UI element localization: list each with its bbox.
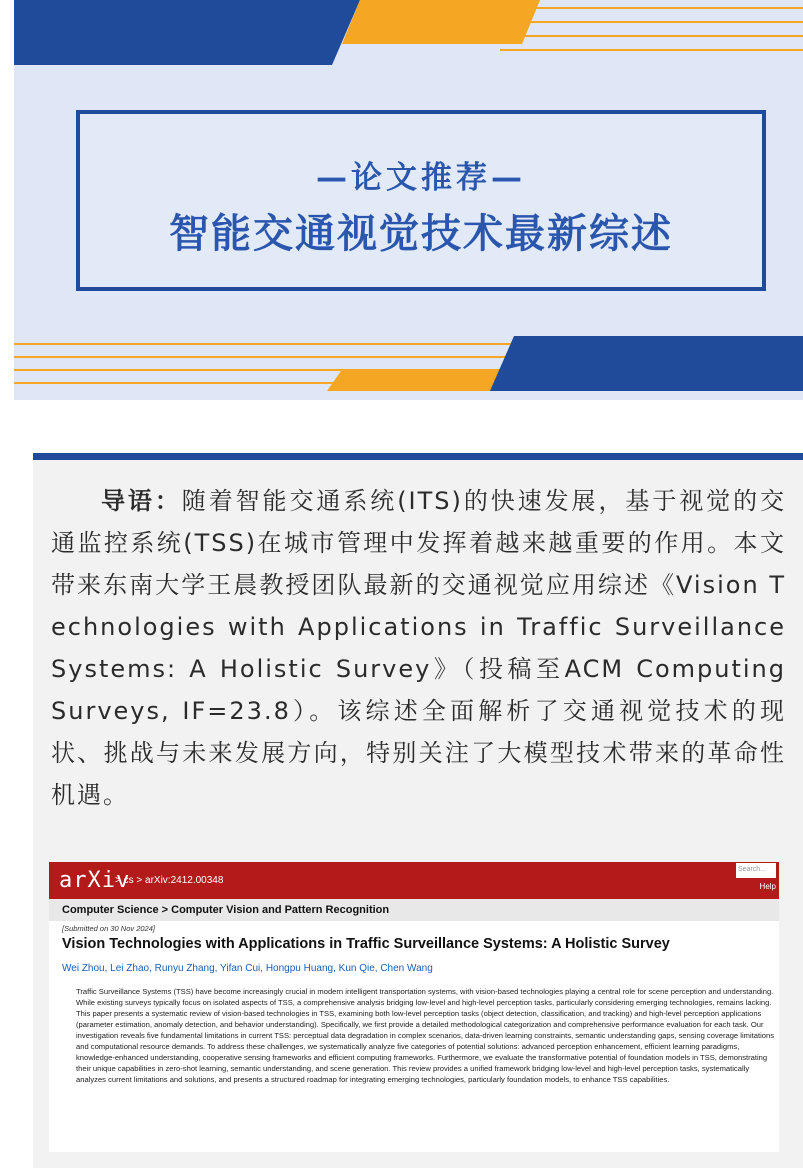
arxiv-header-bar — [49, 862, 779, 899]
title-frame — [76, 110, 766, 291]
help-link[interactable]: Help — [759, 882, 776, 891]
section-label: —论文推荐— — [316, 160, 526, 196]
intro-label: 导语： — [101, 487, 182, 515]
subject-bar: Computer Science > Computer Vision and Pattern Recognition — [49, 899, 779, 921]
submission-date: [Submitted on 30 Nov 2024] — [62, 924, 155, 933]
intro-paragraph — [51, 480, 786, 816]
arxiv-screenshot — [49, 862, 779, 1152]
intro-text: 随着智能交通系统(ITS)的快速发展，基于视觉的交通监控系统(TSS)在城市管理中发挥着越来越重要的作用。本文带来东南大学王晨教授团队最新的交通视觉应用综述《Vision Technologies with Applications in Traffic Surveillance Systems: A Holistic Survey》（投稿至ACM Computing Surveys, IF=23.8）。该综述全面解析了交通视觉技术的现状、挑战与未来发展方向，特别关注了大模型技术带来的革命性机遇。 — [51, 487, 786, 809]
page-title: 智能交通视觉技术最新综述 — [169, 211, 673, 257]
search-input[interactable]: Search... — [736, 863, 776, 878]
abstract-text: Traffic Surveillance Systems (TSS) have become increasingly crucial in modern intelligent transportation systems, with vision-based technologies playing a central role for scene perception and understanding. While existing surveys typically focus on isolated aspects of TSS, a comprehensive analysis bridging low-level and high-level perception tasks, particularly considering emerging technologies, remains lacking. This paper presents a systematic review of vision-based technologies in TSS, examining both low-level perception tasks (object detection, classification, and tracking) and high-level perception applications (parameter estimation, anomaly detection, and behavior understanding). Specifically, we first provide a detailed methodological categorization and comprehensive performance evaluation for each task. Our investigation reveals five fundamental limitations in current TSS: perceptual data degradation in complex scenarios, data-driven learning constraints, semantic understanding gaps, sensing coverage limitations and computational resource demands. To address these challenges, we systematically analyze five categories of potential solutions: advanced perception enhancement, efficient learning paradigms, knowledge-enhanced understanding, cooperative sensing frameworks and efficient computing frameworks. Furthermore, we evaluate the transformative potential of foundation models in TSS, demonstrating their unique capabilities in zero-shot learning, semantic understanding, and scene generation. This review provides a unified framework bridging low-level and high-level perception tasks, systematically analyzes current limitations and solutions, and presents a structured roadmap for integrating emerging technologies, particularly foundation models, to enhance TSS capabilities. — [76, 987, 775, 1084]
header-banner — [14, 0, 803, 400]
paper-title: Vision Technologies with Applications in Traffic Surveillance Systems: A Holistic Survey — [62, 936, 670, 952]
breadcrumb[interactable]: > cs > arXiv:2412.00348 — [115, 875, 224, 886]
author-list[interactable]: Wei Zhou, Lei Zhao, Runyu Zhang, Yifan Cui, Hongpu Huang, Kun Qie, Chen Wang — [62, 963, 433, 974]
arxiv-logo[interactable]: arXiv — [59, 868, 131, 893]
